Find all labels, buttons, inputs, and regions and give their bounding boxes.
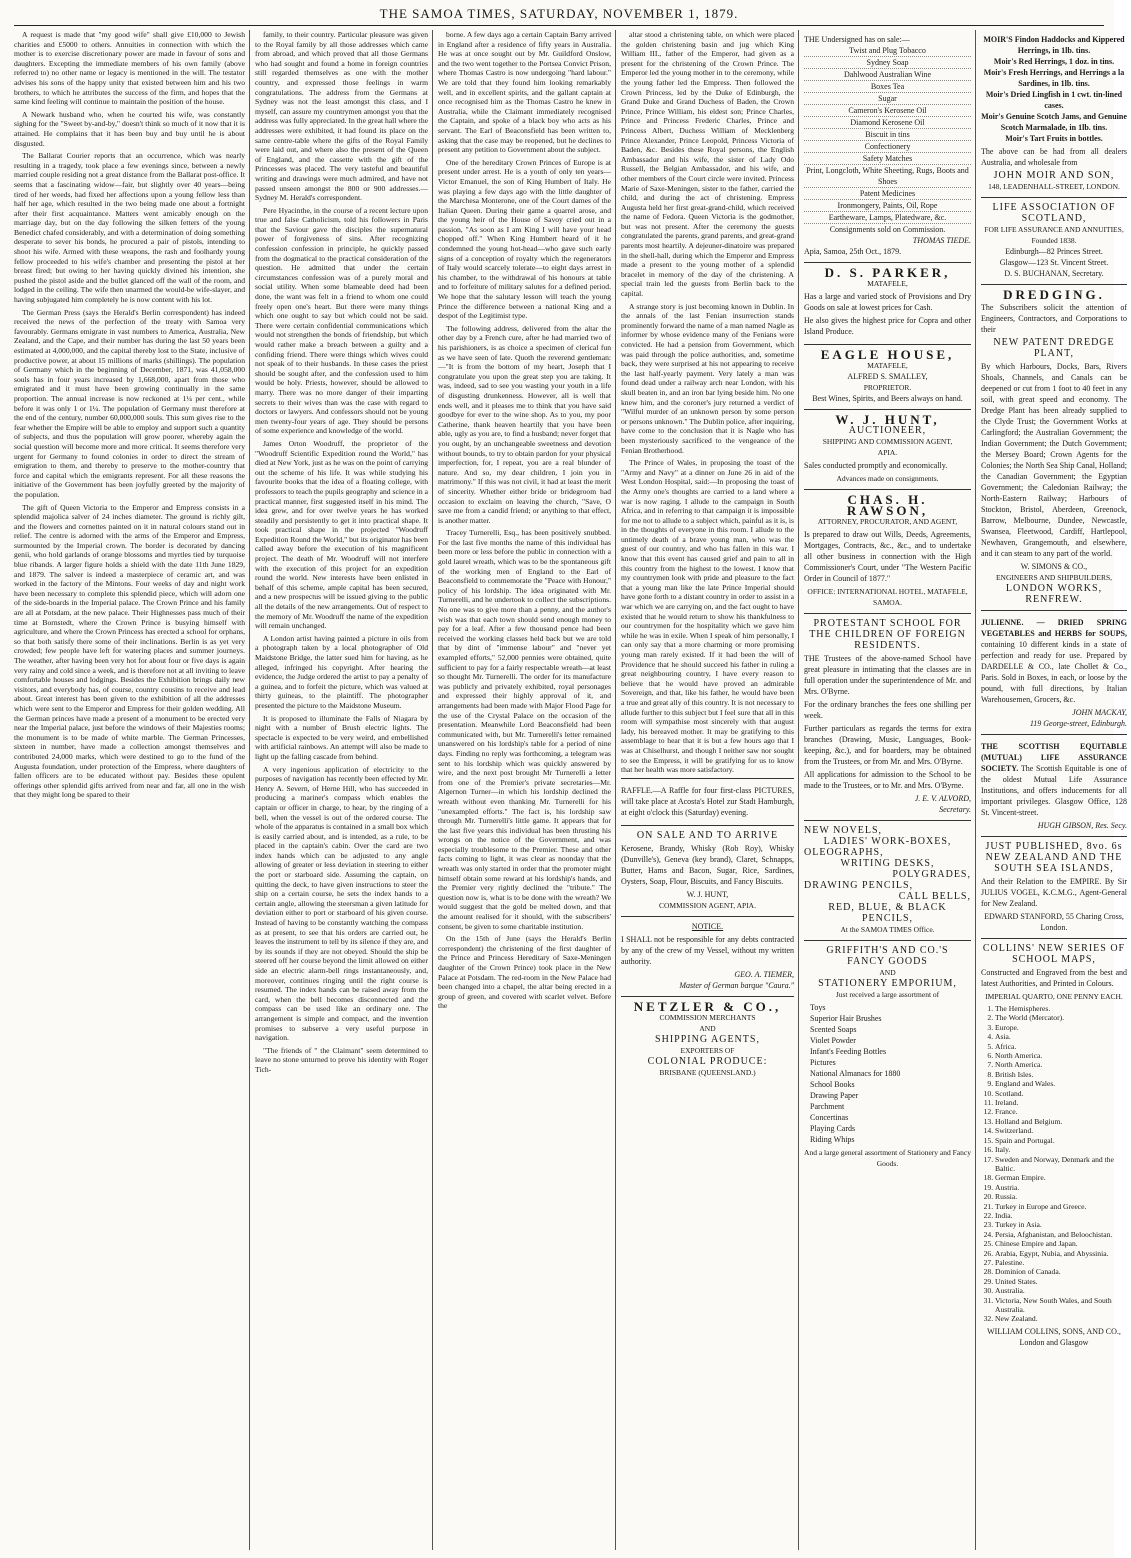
collins-item: 3. Europe. [995, 1023, 1127, 1032]
dredging-subtitle: NEW PATENT DREDGE PLANT, [993, 337, 1115, 359]
tiede-item: Safety Matches [804, 153, 971, 165]
published-title: JUST PUBLISHED, 8vo. 6s [985, 841, 1123, 852]
griffith-line: AND [879, 968, 896, 977]
life-title: LIFE ASSOCIATION OF SCOTLAND, [992, 202, 1116, 224]
hunt-name: W. J. HUNT, [835, 412, 940, 427]
school-text: Further particulars as regards the terms for extra branches (Drawing, Music, Languages, Book-keeping, &c.), and for boarders, may be obtained from the Trustees, or from Mr. and Mrs. O'Byrne. [804, 724, 971, 766]
griffith-item: Violet Powder [810, 1036, 856, 1045]
article-paragraph: "The friends of " the Claimant" seem determined to leave no stone unturned to prove his identity with Roger Tich- [255, 1045, 428, 1074]
collins-maps-ad [981, 939, 1127, 1353]
griffith-list [804, 1002, 971, 1145]
rawson-name: CHAS. H. RAWSON, [846, 492, 929, 518]
novels-ad [804, 821, 971, 941]
article-paragraph: altar stood a christening table, on which were placed the golden christening basin and jug which King William III., father of the Emperor, had given as a present for the christening of the Crown Prince. The Emperor led the young mother in to the ceremony, while the young father led the Empress. Then followed the Crown Princess, led by the Duke of Edinburgh, the Grand Duke and Grand Duchess of Baden, the Crown Prince, Prince William, his eldest son; Prince Charles, Prince and Princess Frederic Charles, Prince and Princess Albert, Duchess William of Mecklenberg Prince Alexander, Prince Leopold, Princess Victoria of Baden, &c. Besides these Royal persons, the English Ambassador and his wife, the sister of Lady Odo Russell, the Belgian Ambassador, and his wife, and other members of the Court circle were invited. Princess Marie of Saxe-Meningen, sister to the father, carried the child, and during the act of christening. Empress Augusta held her first great-grand-child, which received the name of Fedora. Queen Victoria is the godmother, but was not present. After the ceremony the guests congratulated the parents, grand parents, and great-grand parents most heartily. A dejeuner-dinatoire was prepared in the shell-hall, during which the Emperor and Empress made a present to the young mother of a splendid bracelet in memory of the day of the christening. A special train led the guests from Berlin back to the capital. [621, 30, 794, 299]
julienne-title: JULIENNE. — DRIED SPRING VEGETABLES and HERBS for SOUPS, [981, 618, 1127, 638]
moir-text: The above can be had from all dealers Australia, and wholesale from [981, 147, 1127, 167]
article-paragraph: borne. A few days ago a certain Captain Barry arrived in England after a residence of fifty years in Australia. He was at once sought out by Mr. Guildford Onslow, and the two went together to the Portsea Convict Prison, where Thomas Castro is now undergoing "hard labour." We are told that they found him looking remarkably well, and in excellent spirits, and the gallant captain at once recognised him as the Thomas Castro he knew in Australia, while the Claimant immediately recognised the Captain, and spoke of a black boy who acts as his servant. The Earl of Beaconsfield has been written to, asking that the case may be reopened, but he declines to present any petition to Government about the subject. [438, 30, 611, 155]
griffith-line: STATIONERY EMPORIUM, [818, 978, 957, 989]
tiede-item: Biscuit in tins [804, 129, 971, 141]
eagle-house-ad [804, 345, 971, 410]
tiede-consign: Consignments sold on Commission. [829, 225, 946, 234]
griffith-line: Just received a large assortment of [835, 990, 940, 999]
collins-item: 17. Sweden and Norway, Denmark and the Baltic. [995, 1155, 1127, 1174]
moir-item: Moir's Genuine Scotch Jams, and Genuine Scotch Marmalade, in 1lb. tins. [981, 112, 1127, 132]
article-paragraph: The Ballarat Courier reports that an occurrence, which was nearly resulting in a tragedy, took place a few evenings since, between a newly married couple residing not a great distance from the Ballarat post-office. It seems that a fascinating widow—fair, but slightly over 40 years—being tired of her weeds, had fixed her affections upon a young fellow less than half her age, which resulted in the two being made one about a fortnight after their first acquaintance. Matters went amicably enough on the marriage day, but on the day following the silken fetters of the young Benedict chafed considerably, and with a determination of doing something desperate to sever his bonds, he procured a pair of pistols, intending to shoot his wife. Armed with these weapons, the rash and foolhardy young fellow proceeded to his wife's chamber and presenting the pistol at her breast fired; but owing to her having quickly divined his intention, she pushed the pistol aside and the bullet glanced off the wall of the room, and lodged in the ceiling. The wife then unarmed the would-be wife-slayer, and having subjugated him completely he is now content with his lot. [14, 151, 245, 305]
moir-item: MOIR'S Findon Haddocks and Kippered Herrings, in 1lb. tins. [983, 35, 1125, 55]
tiede-item: Ironmongery, Paints, Oil, Rope [804, 200, 971, 212]
scottish-title: THE SCOTTISH EQUITABLE (MUTUAL) LIFE ASSURANCE SOCIETY. [981, 742, 1127, 773]
collins-item: 14. Switzerland. [995, 1126, 1127, 1135]
school-signature: J. E. V. ALVORD, [914, 794, 971, 803]
griffith-item: School Books [810, 1080, 855, 1089]
hunt-ad [804, 410, 971, 490]
tiede-item: Sugar [804, 93, 971, 105]
article-paragraph: A Newark husband who, when he courted his wife, was constantly sighing for the "Sweet by-and-by," doesn't think so much of it now that it is attained. He complains that it has been buy and buy until he is about disgusted. [14, 109, 245, 148]
dredging-title: DREDGING. [1003, 287, 1105, 302]
tiede-item: Eartheware, Lamps, Platedware, &c. [804, 212, 971, 224]
netzler-line: AND [699, 1023, 716, 1033]
collins-item: 23. Turkey in Asia. [995, 1220, 1127, 1229]
collins-item: 30. Australia. [995, 1286, 1127, 1295]
collins-item: 31. Victoria, New South Wales, and South Australia. [995, 1296, 1127, 1315]
collins-item: 22. India. [995, 1211, 1127, 1220]
notice-signature: GEO. A. TIEMER, [734, 969, 794, 979]
collins-text: Constructed and Engraved from the best and latest Authorities, and Printed in Colours. [981, 968, 1127, 988]
julienne-name: JOHN MACKAY, [1072, 708, 1127, 717]
article-paragraph: A London artist having painted a picture in oils from a photograph taken by a local photographer of Old Maidstone Bridge, the latter sued him for having, as he alleged, infringed his copyright. After hearing the evidence, the Judge ordered the artist to pay a penalty of a guinea, and to forfeit the picture, which was valued at thirty guineas, to the plaintiff. The photographer presented the picture to the Maidstone Museum. [255, 633, 428, 710]
moir-item: Moir's Red Herrings, 1 doz. in tins. [993, 57, 1115, 66]
article-paragraph: It is proposed to illuminate the Falls of Niagara by night with a number of Brush electric lights. The spectacle is expected to be very weird, and embellished with artificial rainbows. An attempt will also be made to light up the falling cascade from behind. [255, 713, 428, 761]
netzler-ad [621, 997, 794, 1083]
collins-item: 27. Palestine. [995, 1258, 1127, 1267]
eagle-text: Best Wines, Spirits, and Beers always on hand. [812, 394, 963, 403]
on-sale-text: Kerosene, Brandy, Whisky (Rob Roy), Whisky (Dunville's), Geneva (key brand), Claret, Schnapps, Butter, Hams and Bacon, Sugar, Rice, Sardines, Oysters, Soap, Flour, Biscuits, and Fancy Biscuits. [621, 843, 794, 886]
notice-signature-role: Master of German barque "Caura." [679, 980, 794, 990]
scottish-signature: HUGH GIBSON, Res. Secy. [1037, 821, 1127, 830]
article-paragraph: The following address, delivered from the altar the other day by a French cure, after he had married two of his parishioners, is as choice a specimen of clerical fun as we have seen of late. Quoth the reverend gentleman:—"It is from the bottom of my heart, Joseph that I congratulate you upon the great step you are taking. It was, indeed, sad to see you wasting your youth in a life of disgusting drunkenness. However, all is well that ends well, and it pleases me to think that you have said goodbye for ever to the wine shop. As to you, my poor Catherine, thank heaven heartily that you have been able, ugly as you are, to find a husband; never forget that you ought, by an unchangeable sweetness and devotion without bounds, to try to obtain pardon for your physical imperfection, for, I repeat, you are a real blunder of nature. And so, my dear children, I join you in matrimony." If this was not civil, it had at least the merit of sincerity. Whether either bride or bridegroom had occasion to exclaim on leaving the church, "Save, O save me from a candid friend; or anything to that effect, is another matter. [438, 323, 611, 525]
article-paragraph: The Prince of Wales, in proposing the toast of the "Army and Navy" at a dinner on June 26 in aid of the West London Hospital, said:—In proposing the toast of the Army one's thoughts are carried to a land where a war is now raging. I allude to the campaign in South Africa, and in referring to that campaign it is impossible for me not to allude to a subject which, painful as it is, is in the thoughts of everyone in this room. I allude to the untimely death of a brave young man, who was the guest of our country, and who has fallen in this war. I know that this event has caused grief and pain to all in this country from the highest to the lowest. I know that my countrymen look with pride and pleasure to the fact that a young man like the late Prince Imperial should have gone forth to a distant country in order to assist in a war which we are carrying on, and the fact ought to have existed that he would return to show his thankfulness to our countrymen for the hospitality which we gave him while he was in exile. When I speak of him personally, I can only say that a more charming or more promising young man rarely existed. If it had been the will of Providence that he should succeed his father in ruling a great neighbouring country, I have every reason to believe that he would have proved an admirable Sovereign, and that, like his father, he would have been a true and great ally of this country. It is not necessary to allude further to this subject but I feel sure that all in this room will sympathise most sincerely with that august lady, his bereaved mother. It may be gratifying to this assemblage to hear that it is but a few hours ago that I was at Chiselhurst, and though I neither saw nor sought to see the Empress, it will be gratifying for us to know that her health was more satisfactory. [621, 458, 794, 775]
tiede-item: Sydney Soap [804, 57, 971, 69]
column-1 [14, 30, 250, 1550]
collins-item: 13. Holland and Belgium. [995, 1117, 1127, 1126]
collins-list [981, 1004, 1127, 1324]
dredging-body: By which Harbours, Docks, Bars, Rivers Shoals, Channels, and Canals can be deepened or cut from 1 foot to 40 feet in any soil, with great speed and economy. The Dredge Plant has been already supplied to the Clyde Trust; the Government Works at Carlingford; the Australian Government; the Indian Government; the Dutch Government; the Mersey Board; Crown Agents for the Colonies; the North Sea Ship Canal, Holland; the Canadian Government; the Egyptian Government; the Caledonian Railway; the North-Eastern Railway; Harbours of Stockton, Bristol, Aberdeen, Greenock, Barrow, Melbourne, Dundee, Newcastle, Swansea, Fleetwood, Cardiff, Hartlepool, Newhaven, Grangemouth, and elsewhere, and it can steam to any part of the world. [981, 362, 1127, 558]
article-paragraph: The gift of Queen Victoria to the Emperor and Empress consists in a splendid majolica salver of 24 inches diameter. The ground is richly gilt, and the flowers and cornettes painted on it in natural colours stand out in relief. The centre is adorned with the arms of the Emperor and Empress, surmounted by the Imperial crown. The border is decorated by dancing genii, who hold garlands of orange blossoms and myrtles tied by turquoise blue ribands. A larger figure holds a shield with the date 11th June 1829, and 1879. The salver is indeed a masterpiece of ceramic art, and was worked in the factory of the Mintons. Four weeks of day and night work have been necessary to complete this splendid piece, which will adorn one of the side-boards in the Imperial palace. The Crown Prince and his family are all at Potsdam, at the new palace. Their Highnesses pass much of their time at Bornstedt, where the Crown Prince is busying himself with agriculture, and where the Crown Princess has erected a school for orphans, so that both satisfy there some of their inclinations. Berlin is as yet very crowded; few people have left for watering places and summer journeys. The weather, after having been very hot for about four or five days is again very rainy and cold since a week, and is therefore not at all inviting to leave comfortable houses and lodgings. Besides the Exhibition brings daily new visitors, and everybody has, of course, country cousins to receive and lead about. Great interest has been given to the exhibition of all the addresses which were sent to the Emperor and Empress for their golden wedding. All the German princes have made a present of a monument to be erected very near the Imperial palace, just before the windows of their Majesties rooms; the monument is to be made of white marble. The German Princesses, sixteen in number, have made a collection amongst themselves and contributed 24,000 marks, which were destined to go to the fund of the Augusta foundation, under protection of the Empress, where daughters of fallen officers are to be educated without pay. Besides these opulent offerings other splendid gifts arrived from near and far, all one in the wish that they might long be spared to their [14, 502, 245, 800]
column-2 [255, 30, 433, 1550]
columns [14, 30, 1127, 1550]
netzler-name: NETZLER & CO., [633, 998, 782, 1014]
article-paragraph: Tracey Turnerelli, Esq., has been positively snubbed. For the last five months the name of this individual has been more or less before the public in connection with a gold laurel wreath, which was to be the spontaneous gift of the working men of England to the Earl of Beaconsfield to commemorate the "Peace with Honour," policy of his lordship. The idea originated with Mr. Turnerelli, and he undertook to collect the subscriptions. No one was to give more than a penny, and the author's wish was that each town should send enough money to pay for a leaf. After a few thousand pence had been received the working classes held back but we are told that by dint of "immense labour" and "never yet exampled efforts," 52,000 pennies were obtained, quite sufficient to pay for a fairly respectable wreath—at least so thought Mr. Turnerelli. The order for its manufacture was publicly and privately exhibited, royal personages and expressed their highly approval of it, and arrangements had been made with Major Flood Page for the use of the Crystal Palace on the occasion of the presentation. Meanwhile Lord Beaconsfield had been communicated with, but Mr. Turnerelli's letter remained unanswered on his lordship's table for a period of nine days. Finding no reply was forthcoming, a telegram was sent to his lordship which was quickly answered by wire, and the next post brought Mr Turnerelli a letter from one of the Premier's private secretaries—Mr. Algernon Turner—in which his lordship declined the wreath without even thanking Mr. Turnerelli for his "unexampled efforts." The fact is, his lordship saw through Mr. Turnerelli's little game. It appears that for the last five years this individual has been thrusting his wrongs on the notice of the Government, and was especially troublesome to the Premier. These and other facts coming to light, it was clear as noonday that the wreath was only started in order that the promoter might himself obtain some reward at his lordship's hands, and the Premier very rightly declined the "tribute." The question now is, what is to be done with the wreath? We would suggest that the gold be melted down, and that the amount realised for it should, with the subscribers' consent, be given to some charitable institution. [438, 528, 611, 931]
griffith-name: GRIFFITH'S AND CO.'S [826, 945, 949, 956]
column-4 [621, 30, 799, 1550]
scottish-text: The Scottish Equitable is one of the oldest Mutual Life Assurance Institutions, and offers inducements for all important privileges. Glasgow Office, 128 St. Vincent-street. [981, 764, 1127, 817]
dredging-address: LONDON WORKS, RENFREW. [1005, 583, 1103, 605]
just-published-ad [981, 837, 1127, 939]
novels-item: NEW NOVELS, [804, 825, 883, 836]
collins-item: 1. The Hemispheres. [995, 1004, 1127, 1013]
novels-item: LADIES' WORK-BOXES, [823, 836, 952, 847]
collins-item: 20. Russia. [995, 1192, 1127, 1201]
collins-item: 16. Italy. [995, 1145, 1127, 1154]
novels-item: WRITING DESKS, [840, 858, 935, 869]
life-address: Glasgow—123 St. Vincent Street. [999, 258, 1109, 267]
tiede-item: Twist and Plug Tobacco [804, 45, 971, 57]
collins-title: COLLINS' NEW SERIES OF SCHOOL MAPS, [982, 943, 1126, 965]
griffith-line: FANCY GOODS [847, 956, 928, 967]
moir-ad [981, 30, 1127, 198]
collins-item: 4. Asia. [995, 1032, 1127, 1041]
griffith-item: National Almanacs for 1880 [810, 1069, 901, 1078]
julienne-text: containing 10 different kinds in a state of perfection and ready for use. Prepared by DARDELLE & CO., late Chollet & Co., Paris. Sold in Boxes, in each, or loose by the pound, with full directions, by Italian Warehousemen, Grocers, &c. [981, 640, 1127, 704]
dredging-role: ENGINEERS AND SHIPBUILDERS, [995, 573, 1113, 582]
collins-item: 21. Turkey in Europe and Greece. [995, 1202, 1127, 1211]
school-signature-role: Secretary. [939, 805, 971, 814]
tiede-item: Diamond Kerosene Oil [804, 117, 971, 129]
collins-item: 12. France. [995, 1107, 1127, 1116]
school-text: For the ordinary branches the fees one shilling per week. [804, 700, 971, 720]
raffle-ad [621, 778, 794, 826]
collins-item: 8. British Isles. [995, 1070, 1127, 1079]
moir-address: 148, LEADENHALL-STREET, LONDON. [988, 182, 1120, 191]
tiede-item: Cameron's Kerosene Oil [804, 105, 971, 117]
collins-item: 7. North America. [995, 1060, 1127, 1069]
collins-subtitle: IMPERIAL QUARTO, ONE PENNY EACH. [985, 992, 1123, 1001]
griffith-item: Scented Soaps [810, 1025, 857, 1034]
griffith-item: Drawing Paper [810, 1091, 859, 1100]
collins-item: 25. Chinese Empire and Japan. [995, 1239, 1127, 1248]
life-address: Edinburgh—82 Princes Street. [1005, 247, 1103, 256]
tiede-intro: THE Undersigned has on sale:— [804, 35, 910, 44]
scottish-content [981, 741, 1127, 818]
parker-place: MATAFELE, [867, 279, 908, 288]
collins-item: 28. Dominion of Canada. [995, 1267, 1127, 1276]
dredging-ad [981, 285, 1127, 611]
netzler-line: BRISBANE (QUEENSLAND.) [659, 1067, 756, 1077]
article-paragraph: A very ingenious application of electricity to the purposes of navigation has recently been effected by Mr. Henry A. Severn, of Herne Hill, who has succeeded in producing a mariner's compass which enables the captain or officer in charge, to hear, by the ringing of a bell, when the vessel is out of the ordered course. The whole of the apparatus is contained in a small box which is easily carried about, and is intended, as a rule, to be placed in the captain's cabin. Over the card are two index hands which can be adjusted to any angle allowing of greater or less deviation in steering to either the port or starboard side. Assuming the captain, on quitting the deck, to have given instructions to steer the ship on a certain course, he sets the index hands to a certain angle, allowing the steersman a given latitude for deviation either to port or starboard of his given course. Instead of having to be constantly watching the compass as at present, to see that his orders are carried out, he leaves the instrument to tell by its silence if they are, and by its sounds if they are not obeyed. Should the ship be steered off her course beyond the limit allowed on either side an electric alarm-bell rings instantaneously, and, moreover, continues ringing until the right course is resumed. The index hands can be raised away from the card, when the bell becomes disconnected and the compass can be used like an ordinary one. The arrangement is simple and compact, and the invention promises to subserve a very useful purpose in navigation. [255, 764, 428, 1043]
dredging-text: The Subscribers solicit the attention of Engineers, Contractors, and Corporations to their [981, 303, 1127, 334]
griffith-item: Parchment [810, 1102, 845, 1111]
article-paragraph: One of the hereditary Crown Princes of Europe is at present under arrest. He is a youth of only ten years—Victor Emanuel, the son of King Humbert of Italy. He was playing a few days ago with the little daughter of the Marchesa Monterone, one of the Court dames of the Italian Queen. During their game a quarrel arose, and the young heir of the House of Savoy cried out in a passion, "As soon as I am King I will have your head chopped off." When King Humbert heard of it he condemned the young hot-head—who gave such early signs of a conception of royalty which the regenerators of Italy would scarcely tolerate—to eight days arrest in his chamber, to the withdrawal of his honours at table and to forfeiture of military salutes for a defined period. We hope that the salutary lesson will teach the young Prince the difference between a national King and a despot of the Legitimist type. [438, 157, 611, 321]
novels-item: POLYGRADES, [892, 869, 971, 880]
hunt-role: SHIPPING AND COMMISSION AGENT, [822, 437, 953, 446]
school-text: All applications for admission to the School to be made to the Trustees, or to Mr. and Mrs. O'Byrne. [804, 770, 971, 790]
collins-item: 18. German Empire. [995, 1173, 1127, 1182]
masthead: THE SAMOA TIMES, SATURDAY, NOVEMBER 1, 1879. [14, 6, 1104, 26]
tiede-item: Boxes Tea [804, 81, 971, 93]
tiede-item: Dahlwood Australian Wine [804, 69, 971, 81]
on-sale-ad [621, 826, 794, 917]
notice-title: NOTICE. [691, 921, 724, 931]
collins-item: 9. England and Wales. [995, 1079, 1127, 1088]
rawson-role: ATTORNEY, PROCURATOR, AND AGENT, [817, 517, 958, 526]
life-association-ad [981, 198, 1127, 285]
netzler-line: EXPORTERS OF [680, 1045, 735, 1055]
griffith-item: Riding Whips [810, 1135, 855, 1144]
collins-publisher: WILLIAM COLLINS, SONS, AND CO., London and Glasgow [987, 1326, 1121, 1347]
griffith-item: Pictures [810, 1058, 836, 1067]
collins-item: 24. Persia, Afghanistan, and Beloochistan. [995, 1230, 1127, 1239]
moir-item: Moir's Fresh Herrings, and Herrings a la Sardines, in 1lb. tins. [983, 68, 1125, 88]
moir-item: Moir's Dried Lingfish in 1 cwt. tin-lined cases. [985, 90, 1123, 110]
hunt-text: Advances made on consignments. [836, 474, 939, 483]
column-6 [981, 30, 1131, 1550]
eagle-role: PROPRIETOR. [863, 383, 912, 392]
julienne-ad [981, 611, 1127, 735]
on-sale-name: W. J. HUNT, [686, 889, 729, 899]
netzler-line: COMMISSION MERCHANTS [659, 1012, 756, 1022]
moir-item: Moir's Tart Fruits in bottles. [1005, 134, 1103, 143]
collins-item: 11. Ireland. [995, 1098, 1127, 1107]
julienne-address: 119 George-street, Edinburgh. [1029, 719, 1127, 728]
raffle-text: RAFFLE.—A Raffle for four first-class PICTURES, will take place at Acosta's Hotel zur Stadt Hamburgh, at eight o'clock this (Saturday) evening. [621, 785, 794, 817]
tiede-item: Confectionery [804, 141, 971, 153]
dredging-name: W. SIMONS & CO., [1020, 562, 1088, 571]
griffith-end: And a large general assortment of Stationery and Fancy Goods. [804, 1148, 971, 1168]
julienne-content [981, 617, 1127, 705]
rawson-text: Is prepared to draw out Wills, Deeds, Agreements, Mortgages, Contracts, &c., &c., and to undertake all other business in connection with the High Commissioner's Court, under "The Western Pacific Order in Council of 1877." [804, 530, 971, 583]
tiede-name: THOMAS TIEDE. [912, 236, 971, 245]
article-paragraph: James Orton Woodruff, the proprietor of the "Woodruff Scientific Expedition round the World," has died at New York, just as he was on the point of carrying out the scheme of his life. It was while studying his favourite books that the idea of a floating college, with professors to teach the pupils geography and science in a practical manner, first suggested itself in his mind. The idea grew, and for over twelve years he has worked steadily and persistently to get it into practical shape. It took practical shape in the projected "Woodruff Expedition Round the World," but its originator has been called away before the execution of his magnificent project. The death of Mr. Woodruff will not interfere with the execution of this project for an expedition round the world. New interests have been enlisted in behalf of this scheme, ample capital has been secured, and a new prospectus will be issued giving to the public all the details of the new arrangements. Out of respect to the memory of Mr. Woodruff the name of the expedition will remain unchanged. [255, 438, 428, 631]
column-5 [804, 30, 976, 1550]
collins-item: 32. New Zealand. [995, 1314, 1127, 1323]
notice-text: I SHALL not be responsible for any debts contracted by any of the crew of my Vessel, without my written authority. [621, 934, 794, 966]
rawson-office: OFFICE: INTERNATIONAL HOTEL, MATAFELE, SAMOA. [807, 587, 968, 607]
collins-item: 26. Arabia, Egypt, Nubia, and Abyssinia. [995, 1249, 1127, 1258]
tiede-item: Print, Longcloth, White Sheeting, Rugs, Boots and Shoes [804, 165, 971, 188]
life-signature: D. S. BUCHANAN, Secretary. [1004, 269, 1104, 278]
parker-text: Has a large and varied stock of Provisions and Dry Goods on sale at lowest prices for Cash. [804, 292, 971, 312]
hunt-role: AUCTIONEER, [848, 425, 927, 436]
school-text: THE Trustees of the above-named School have great pleasure in intimating that the classes are in full operation under the superintendence of Mr. and Mrs. O'Byrne. [804, 654, 971, 696]
collins-item: 6. North America. [995, 1051, 1127, 1060]
tiede-ad [804, 30, 971, 263]
hunt-place: APIA. [877, 448, 898, 457]
collins-item: 2. The World (Mercator). [995, 1013, 1127, 1022]
griffith-item: Playing Cards [810, 1124, 856, 1133]
collins-item: 15. Spain and Portugal. [995, 1136, 1127, 1145]
article-paragraph: A request is made that "my good wife" shall give £10,000 to Jewish charities and £5000 to others. Annuities in connection with which the mother is to exercise discretionary power are made in favour of sons and daughters. Excepting the immediate members of his own family (above referred to) no other name or legacy is mentioned in the will. The testator advises his sons of the happy unity that existed between him and his two brothers, to which he attributes the success of the firm, and hopes that the same kind feeling will continue to maintain the position of the house. [14, 30, 245, 107]
scottish-equitable-ad [981, 735, 1127, 837]
life-subtitle: FOR LIFE ASSURANCE AND ANNUITIES, Founded 1838. [984, 225, 1124, 245]
novels-item: CALL BELLS, [898, 891, 971, 902]
parker-name: D. S. PARKER, [824, 265, 951, 280]
novels-item: RED, BLUE, & BLACK PENCILS, [828, 902, 947, 924]
netzler-line: COLONIAL PRODUCE: [647, 1055, 768, 1067]
on-sale-role: COMMISSION AGENT, APIA. [659, 900, 756, 910]
school-ad [804, 614, 971, 821]
published-subtitle: NEW ZEALAND AND THE SOUTH SEA ISLANDS, [985, 852, 1123, 874]
article-paragraph: The German Press (says the Herald's Berlin correspondent) has indeed received the news of the perfection of the treaty with Samoa very favourably. Germans emigrate in vast numbers to America, Australia, New Zealand, and the Cape, and their number has during the last 50 years been estimated at 4,000,000, and the capital thereby lost to the State, inclusive of productive power, at about 15 millions of marks (shillings). The population of Germany which in the beginning of December, 1871, was 41,058,000 souls has in four years increased by 1,668,000, apart from those who emigrated and it must have been growing continually in the same proportion. The annual increase is now reckoned at 1¼ per cent., while before it was only 1 or 1¼. The population of Germany must therefore at the end of the century, number 60,000,000 souls. This sum gives rise to the fear whether the Empire will be able to employ and support such a quantity of subjects, and thus the population will grow poorer, whereby again the social question will become more and more critical. It seems therefore very urgent for Germany to found colonies in order to direct the stream of emigration to them, and thereby to preserve to the mother-country that force and capital which the emigrants represent. For all these reasons the initiative of the Government has been joyfully greeted by the majority of the population. [14, 307, 245, 499]
tiede-date: Apia, Samoa, 25th Oct., 1879. [804, 247, 902, 256]
eagle-owner: ALFRED S. SMALLEY, [847, 372, 928, 381]
notice-ad [621, 917, 794, 997]
hunt-text: Sales conducted promptly and economically. [804, 461, 948, 470]
griffith-ad [804, 941, 971, 1174]
novels-item: OLEOGRAPHS, [804, 847, 884, 858]
article-paragraph: family, to their country. Particular pleasure was given to the Royal family by all those addresses which came from abroad, and which proved that all those Germans who had sought and found a home in foreign countries still regarded themselves as one with the mother country, and expressed those feelings in warm congratulations. The address from the Germans at Sydney was not the least amongst this class, and I myself, can assure my countrymen amongst you that the address was fully appreciated. In the great hall where the addresses were exhibited, it had found its place on the same centre-table where the gifts of the Royal Family were laid out, and where also the present of the Queen of England, and the cassette with the gift of the Princesses was placed. The very tasteful and beautiful writing and drawings were much admired, and have not passed unseen amongst the 800 or 900 addresses.—Sydney M. Herald's correspondent. [255, 30, 428, 203]
column-3 [438, 30, 616, 1550]
article-paragraph: A strange story is just becoming known in Dublin. In the annals of the last Fenian insurrection stands prominently forward the name of a man named Nagle as informer by whose evidence many of the Fenians were convicted. He had a pension from Government, which was paid through the police authorities, and, sometime back, they were surprised at his not appearing to receive the last half-yearly payment. Very lately a man was found dead under a railway arch near London, with his skull beaten in, and an iron bar lying beside him. No one knew him, and the coroner's jury returned a verdict of "Wilful murder of an unknown person by some person or persons unknown." The Dublin police, after inquiring, have come to the conclusion that it is Nagle who has been mysteriously sacrificed to the vengeance of the Fenian Brotherhood. [621, 301, 794, 455]
published-publisher: EDWARD STANFORD, 55 Charing Cross, London. [984, 912, 1124, 932]
eagle-name: EAGLE HOUSE, [820, 347, 955, 362]
parker-ad [804, 263, 971, 345]
griffith-item: Concertinas [810, 1113, 849, 1122]
novels-item: At the SAMOA TIMES Office. [840, 925, 935, 934]
collins-item: 29. United States. [995, 1277, 1127, 1286]
article-paragraph: On the 15th of June (says the Herald's Berlin correspondent) the christening of the first daughter of the Prince and Princess Hereditary of Saxe-Meningen daughter of the Crown Prince) took place in the New Palace at Potsdam. The red-room in the New Palace had been changed into a chapel, the altar being erected in a group of green, and covered with scarlet velvet. Before the [438, 934, 611, 1011]
collins-item: 10. Scotland. [995, 1089, 1127, 1098]
article-paragraph: Pere Hyacinthe, in the course of a recent lecture upon true and false Catholicism, told his followers in Paris that the Saviour gave the disciples the supernatural power of forgiveness of sins. After recognizing confession confession in principle, he quickly passed from the dogmatical to the practical consideration of the question. He admitted that under the certain circumstances confession was of a purely moral and social utility. When some blameable deed had been done, the want was felt in a friend to whom one could freely open one's heart. But there were many things which one ought to say but which could not be said. There were certain confidential communications which would not strengthen the bonds of friendship, but which would rather make a breach between a guilty and a confiding friend. There were things which wives could not speak of to their husbands. In these cases the priest should be sought after, and the confession used to him would be holy. Priests, however, should be allowed to marry. There was no more danger of their imparting secrets to their wives than was the case with regard to doctors or lawyers. And confessors should not be young men twenty-four years of age. They should be persons of some experience and knowledge of the world. [255, 205, 428, 436]
griffith-item: Infant's Feeding Bottles [810, 1047, 887, 1056]
netzler-line: SHIPPING AGENTS, [655, 1033, 760, 1045]
collins-item: 19. Austria. [995, 1183, 1127, 1192]
griffith-item: Toys [810, 1003, 826, 1012]
novels-item: DRAWING PENCILS, [804, 880, 914, 891]
griffith-item: Superior Hair Brushes [810, 1014, 882, 1023]
on-sale-heading: ON SALE AND TO ARRIVE [636, 829, 779, 841]
parker-text: He also gives the highest price for Copra and other Island Produce. [804, 316, 971, 336]
rawson-ad [804, 490, 971, 614]
moir-name: JOHN MOIR AND SON, [993, 170, 1115, 181]
school-title: PROTESTANT SCHOOL FOR THE CHILDREN OF FOREIGN RESIDENTS. [809, 618, 966, 651]
tiede-item: Patent Medicines [804, 188, 971, 200]
collins-item: 5. Africa. [995, 1042, 1127, 1051]
eagle-place: MATAFELE, [867, 361, 908, 370]
published-text: And their Relation to the EMPIRE. By Sir JULIUS VOGEL, K.C.M.G., Agent-General for New Zealand. [981, 877, 1127, 908]
